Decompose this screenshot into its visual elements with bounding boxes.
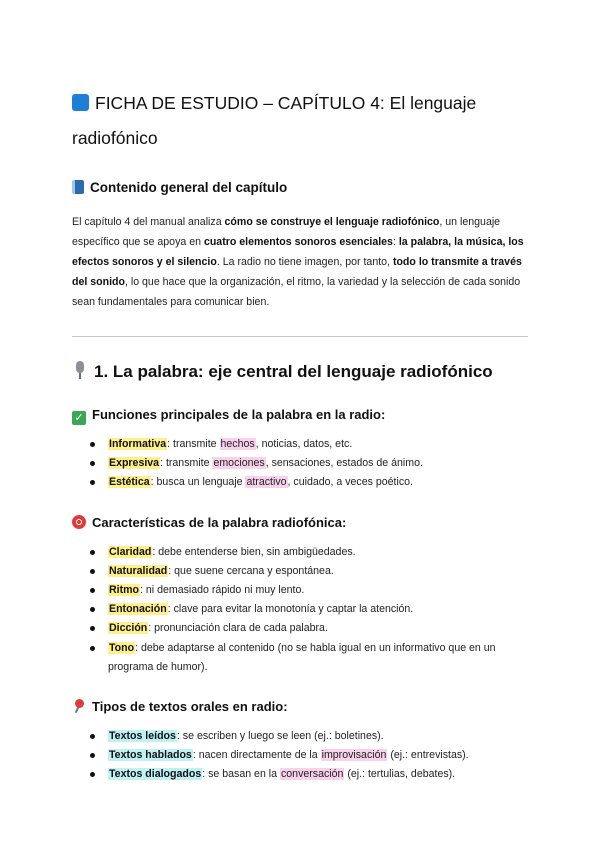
intro-text: : bbox=[392, 236, 399, 248]
list-item-text: : clave para evitar la monotonía y captar la atención. bbox=[167, 603, 414, 616]
list-item bbox=[108, 727, 528, 746]
general-content-heading-text: Contenido general del capítulo bbox=[90, 180, 288, 195]
general-content-heading bbox=[72, 178, 528, 198]
list-item-text: , sensaciones, estados de ánimo. bbox=[265, 457, 423, 470]
list-item-term: Entonación bbox=[109, 603, 167, 616]
list-item-text: : transmite bbox=[167, 438, 220, 450]
intro-bold: cómo se construye el lenguaje radiofónico bbox=[224, 216, 440, 228]
list-item bbox=[108, 619, 528, 638]
list-item-text: (ej.: tertulias, debates). bbox=[344, 768, 456, 781]
blue-square-icon bbox=[72, 94, 89, 111]
list-item-text: : debe adaptarse al contenido (no se habla igual en un informativo que en un programa de humor). bbox=[108, 641, 496, 673]
list-item bbox=[108, 746, 528, 765]
highlighted-word: improvisación bbox=[321, 749, 387, 762]
list-item bbox=[108, 473, 528, 492]
list-item bbox=[108, 581, 528, 600]
highlighted-word: emociones bbox=[213, 457, 265, 470]
list-item-text: (ej.: entrevistas). bbox=[387, 749, 469, 762]
list-item-text: : se basan en la bbox=[202, 768, 280, 781]
characteristics-heading bbox=[72, 513, 528, 533]
list-item bbox=[108, 543, 528, 562]
list-item-text: : nacen directamente de la bbox=[192, 749, 321, 762]
list-item bbox=[108, 600, 528, 619]
highlighted-word: conversación bbox=[280, 768, 344, 781]
list-item bbox=[108, 454, 528, 473]
section-1-heading-text: 1. La palabra: eje central del lenguaje radiofónico bbox=[94, 362, 493, 381]
list-item-term: Expresiva bbox=[109, 457, 160, 470]
book-icon bbox=[72, 180, 84, 194]
highlighted-word: atractivo bbox=[246, 476, 287, 489]
intro-bold: la palabra, la música, los efectos sonoros y el silencio bbox=[72, 236, 524, 268]
highlighted-word: hechos bbox=[220, 438, 255, 450]
pushpin-icon bbox=[72, 699, 86, 713]
list-item-term: Dicción bbox=[109, 622, 148, 635]
functions-heading bbox=[72, 405, 528, 425]
list-item-term: Textos hablados bbox=[109, 749, 192, 762]
list-item-term: Estética bbox=[109, 476, 150, 489]
list-item bbox=[108, 765, 528, 784]
oral-text-types-heading-text: Tipos de textos orales en radio: bbox=[92, 699, 288, 715]
page-title bbox=[72, 86, 528, 156]
oral-text-types-list bbox=[72, 727, 528, 785]
list-item-term: Claridad bbox=[109, 545, 152, 558]
intro-bold: todo lo transmite a través del sonido bbox=[72, 256, 522, 288]
list-item-text: : busca un lenguaje bbox=[150, 476, 246, 489]
list-item-text: : transmite bbox=[160, 457, 213, 470]
characteristics-list bbox=[72, 543, 528, 677]
intro-text: El capítulo 4 del manual analiza bbox=[72, 216, 225, 228]
list-item-term: Textos leídos bbox=[109, 730, 176, 743]
list-item-term: Tono bbox=[109, 641, 135, 654]
list-item-term: Textos dialogados bbox=[109, 768, 202, 781]
page-title-text: FICHA DE ESTUDIO – CAPÍTULO 4: El lenguaje radiofónico bbox=[72, 93, 477, 148]
list-item-text: : debe entenderse bien, sin ambigüedades. bbox=[152, 545, 356, 558]
list-item-text: : ni demasiado rápido ni muy lento. bbox=[140, 584, 305, 597]
list-item-term: Naturalidad bbox=[109, 564, 168, 577]
list-item-text: , noticias, datos, etc. bbox=[255, 438, 353, 450]
document-content bbox=[72, 86, 528, 785]
target-icon bbox=[72, 515, 86, 529]
check-mark-icon: ✓ bbox=[72, 411, 86, 425]
section-divider bbox=[72, 336, 528, 337]
list-item-term: Informativa bbox=[109, 438, 167, 450]
list-item bbox=[108, 435, 528, 454]
microphone-icon bbox=[72, 360, 88, 380]
list-item bbox=[108, 639, 528, 677]
intro-text: , lo que hace que la organización, el ritmo, la variedad y la selección de cada sonido sean fundamentales para comunicar bien. bbox=[72, 276, 521, 308]
characteristics-heading-text: Características de la palabra radiofónica: bbox=[92, 514, 347, 530]
oral-text-types-heading bbox=[72, 697, 528, 717]
list-item-text: : que suene cercana y espontánea. bbox=[168, 564, 334, 577]
intro-bold: cuatro elementos sonoros esenciales bbox=[203, 236, 393, 248]
functions-list bbox=[72, 435, 528, 493]
list-item-text: : pronunciación clara de cada palabra. bbox=[148, 622, 328, 635]
list-item-text: , cuidado, a veces poético. bbox=[287, 476, 413, 489]
intro-text: , un lenguaje específico que se apoya en bbox=[72, 216, 501, 248]
intro-text: . La radio no tiene imagen, por tanto, bbox=[216, 256, 393, 268]
intro-paragraph bbox=[72, 212, 528, 312]
functions-heading-text: Funciones principales de la palabra en la radio: bbox=[92, 407, 386, 422]
list-item-text: : se escriben y luego se leen (ej.: boletines). bbox=[176, 730, 384, 743]
list-item bbox=[108, 562, 528, 581]
list-item-term: Ritmo bbox=[109, 584, 140, 597]
section-1-heading bbox=[72, 359, 528, 385]
